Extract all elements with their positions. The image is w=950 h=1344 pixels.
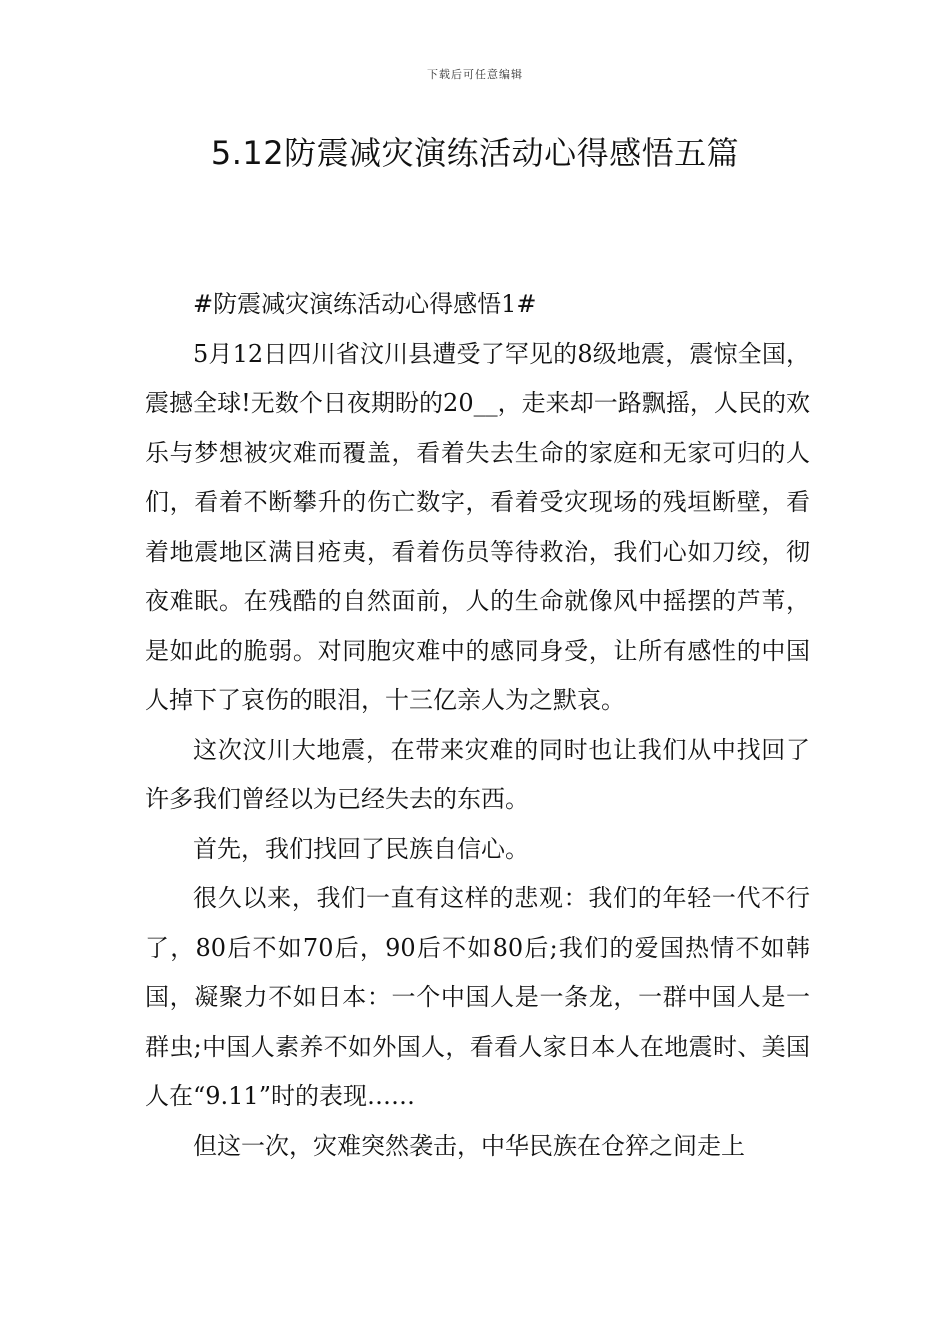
body-paragraph: 5月12日四川省汶川县遭受了罕见的8级地震，震惊全国，震撼全球!无数个日夜期盼的20__，走来却一路飘摇，人民的欢乐与梦想被灾难而覆盖，看着失去生命的家庭和无家可归的人们，看着不断攀升的伤亡数字，看着受灾现场的残垣断壁，看着地震地区满目疮夷，看着伤员等待救治，我们心如刀绞，彻夜难眠。在残酷的自然面前，人的生命就像风中摇摆的芦苇，是如此的脆弱。对同胞灾难中的感同身受，让所有感性的中国人掉下了哀伤的眼泪，十三亿亲人为之默哀。 <box>145 339 810 714</box>
body-paragraph: 但这一次，灾难突然袭击，中华民族在仓猝之间走上 <box>193 1131 745 1160</box>
body-paragraph: 首先，我们找回了民族自信心。 <box>193 834 529 863</box>
document-body <box>145 280 810 1171</box>
section-heading: #防震减灾演练活动心得感悟1# <box>193 290 537 318</box>
document-title: 5.12防震减灾演练活动心得感悟五篇 <box>210 134 740 172</box>
body-paragraph: 很久以来，我们一直有这样的悲观：我们的年轻一代不行了，80后不如70后，90后不如80后;我们的爱国热情不如韩国，凝聚力不如日本：一个中国人是一条龙，一群中国人是一群虫;中国人素养不如外国人，看看人家日本人在地震时、美国人在“9.11”时的表现…… <box>145 884 810 1110</box>
body-paragraph: 这次汶川大地震，在带来灾难的同时也让我们从中找回了许多我们曾经以为已经失去的东西。 <box>145 735 810 813</box>
header-note: 下载后可任意编辑 <box>427 68 523 81</box>
